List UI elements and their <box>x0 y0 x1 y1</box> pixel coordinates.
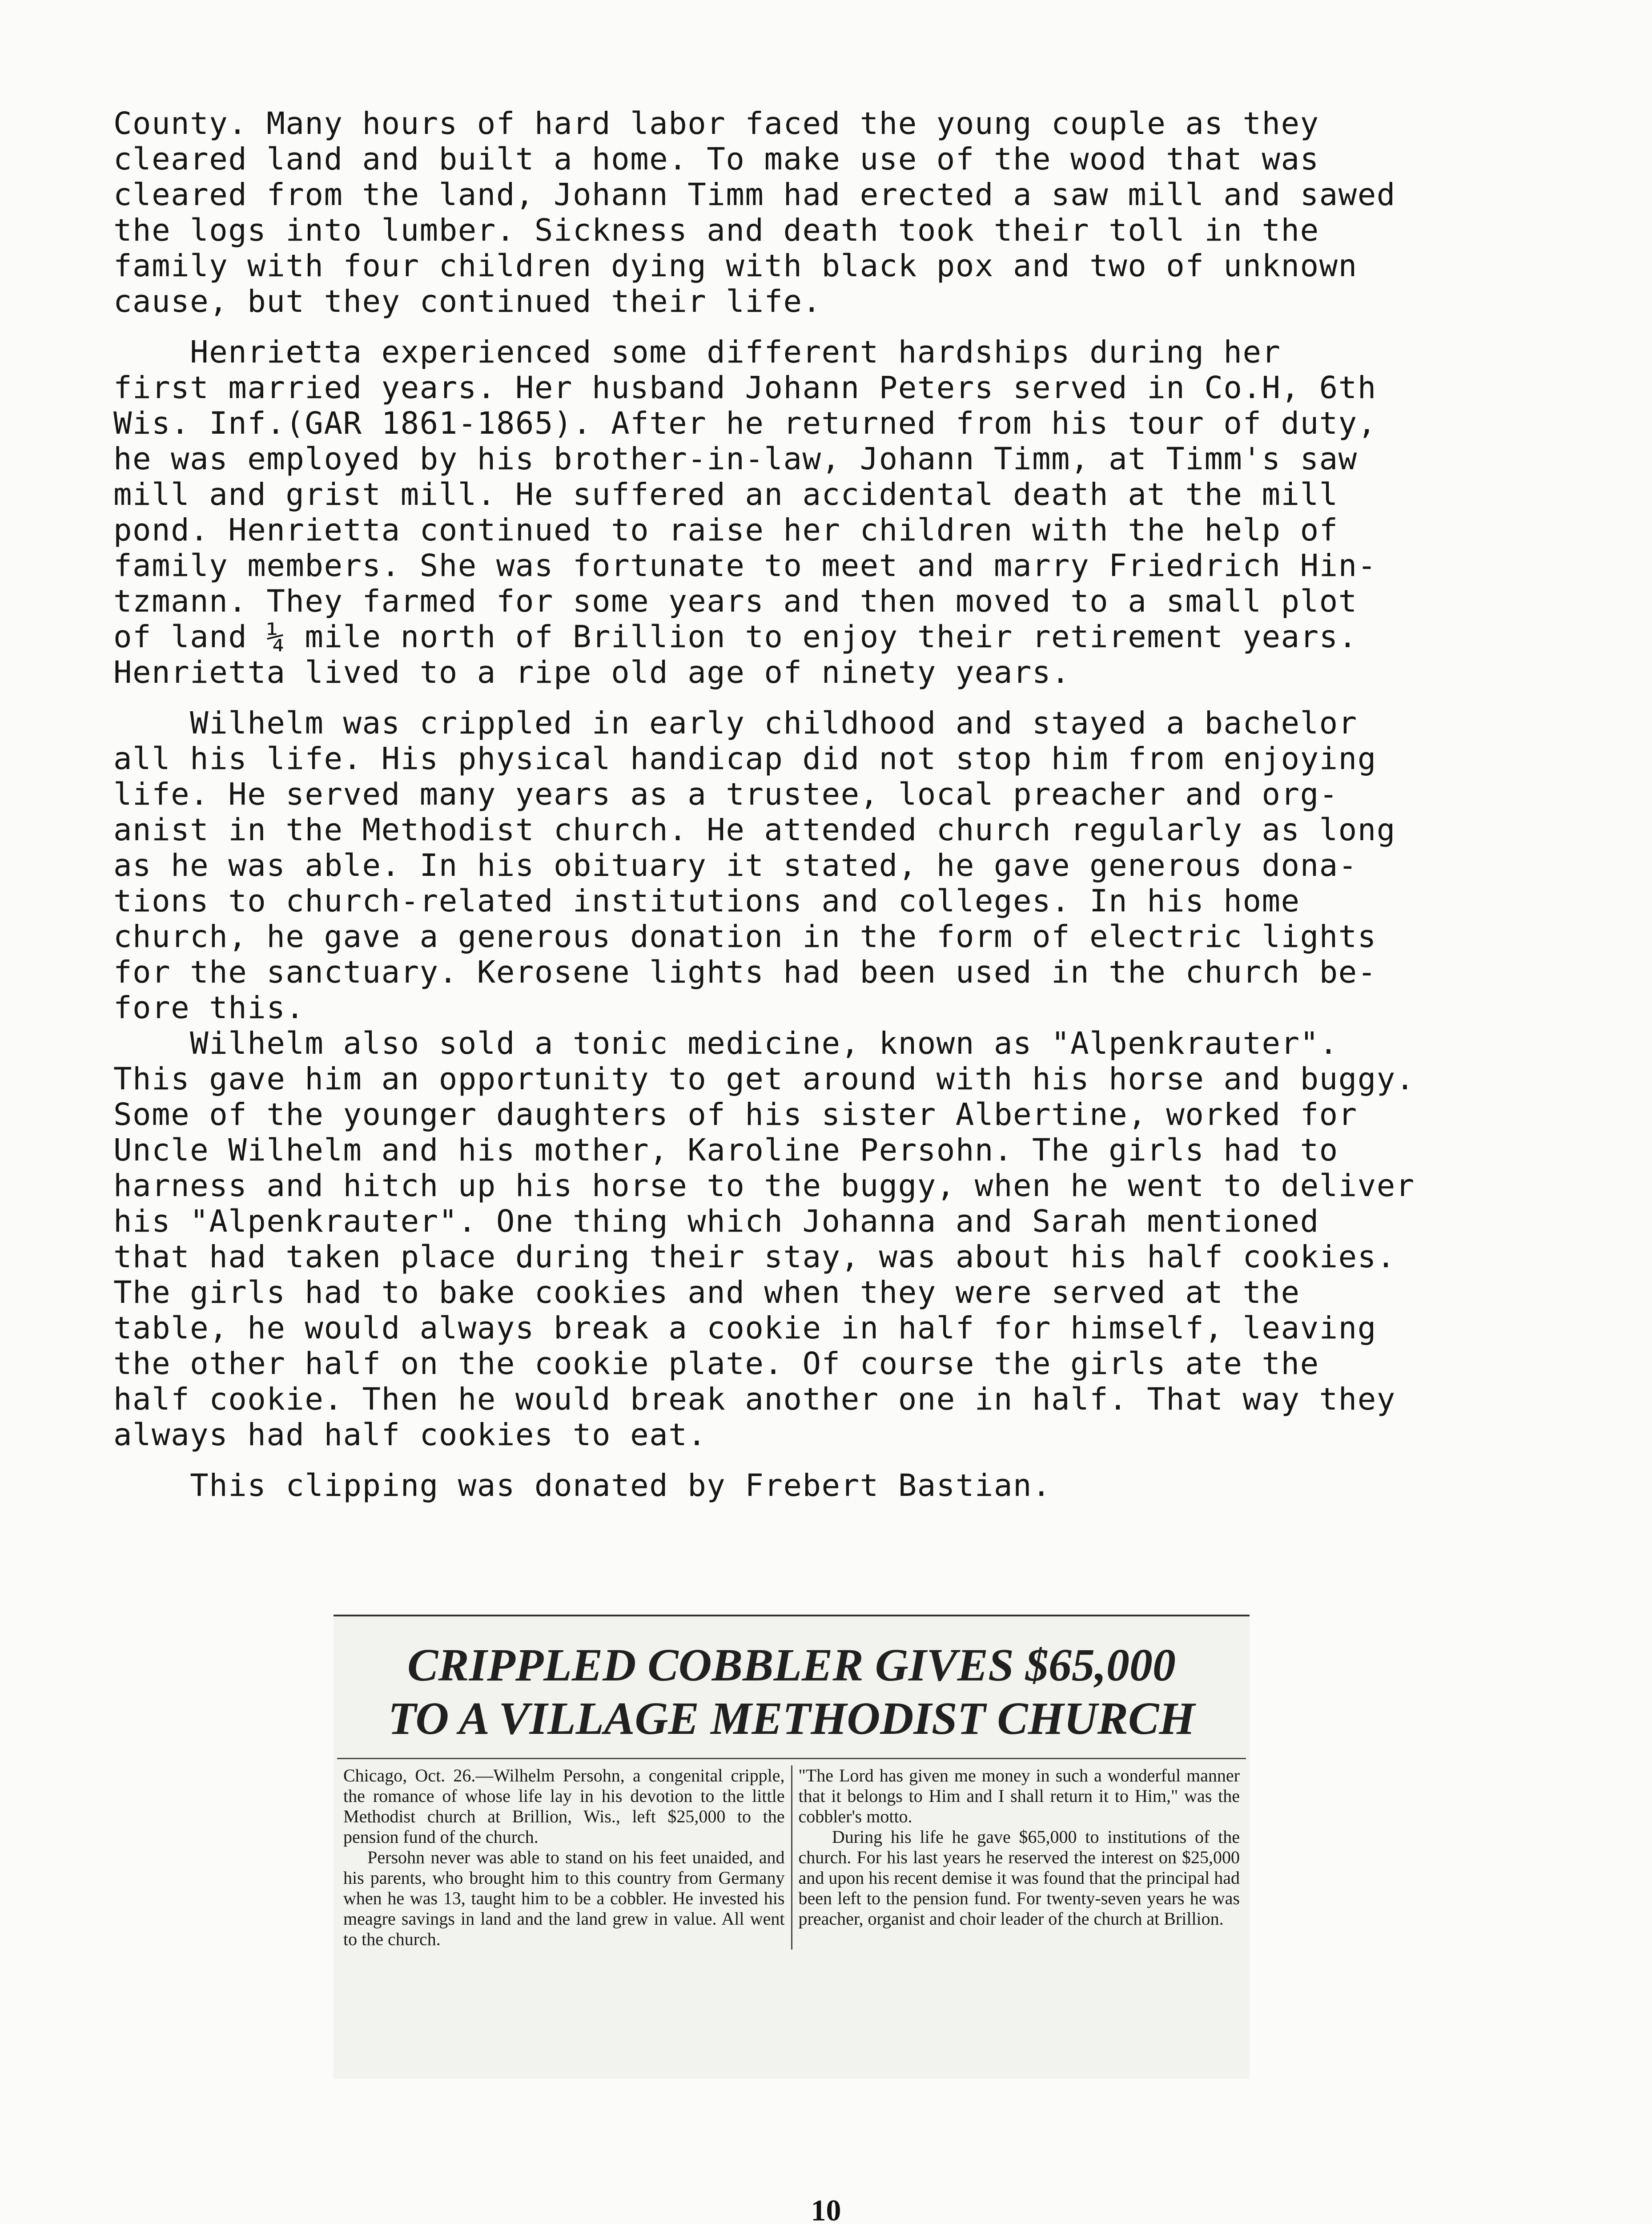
clipping-column-1: Chicago, Oct. 26.—Wilhelm Persohn, a congenital cripple, the romance of whose life lay in his devotion to the little Methodist church at Brillion, Wis., left $25,000 to the pension fund of the church. Persohn never was able to stand on his feet unaided, and his parents, who brought him to this country from Germany when he was 13, taught him to be a cobbler. He invested his meagre savings in land and the land grew in value. All went to the church. <box>343 1765 785 1949</box>
paragraph-2: Henrietta experienced some different hardships during her first married years. Her husband Johann Peters served in Co.H, 6th Wis. Inf.(GAR 1861-1865). After he returned from his tour of duty, he was employed by his brother-in-law, Johann Timm, at Timm's saw mill and grist mill. He suffered an accidental death at the mill pond. Henrietta continued to raise her children with the help of family members. She was fortunate to meet and marry Friedrich Hin- tzmann. They farmed for some years and then moved to a small plot of land ¼ mile north of Brillion to enjoy their retirement years. Henrietta lived to a ripe old age of ninety years. <box>113 334 1377 690</box>
newspaper-clipping <box>334 1615 1250 2079</box>
clipping-columns <box>337 1758 1246 1950</box>
page-number: 10 <box>811 2193 841 2224</box>
paragraph-1: County. Many hours of hard labor faced the young couple as they cleared land and built a home. To make use of the wood that was cleared from the land, Johann Timm had erected a saw mill and sawed the logs into lumber. Sickness and death took their toll in the family with four children dying with black pox and two of unknown cause, but they continued their life. <box>113 106 1396 319</box>
paragraph-4: Wilhelm also sold a tonic medicine, known as "Alpenkrauter". This gave him an opportunity to get around with his horse and buggy. Some of the younger daughters of his sister Albertine, worked for Uncle Wilhelm and his mother, Karoline Persohn. The girls had to harness and hitch up his horse to the buggy, when he went to deliver his "Alpenkrauter". One thing which Johanna and Sarah mentioned that had taken place during their stay, was about his half cookies. The girls had to bake cookies and when they were served at the table, he would always break a cookie in half for himself, leaving the other half on the cookie plate. Of course the girls ate the half cookie. Then he would break another one in half. That way they always had half cookies to eat. <box>113 1026 1415 1453</box>
clipping-headline-line2: TO A VILLAGE METHODIST CHURCH <box>388 1693 1195 1744</box>
clipping-headline-line1: CRIPPLED COBBLER GIVES $65,000 <box>407 1640 1176 1691</box>
paragraph-3: Wilhelm was crippled in early childhood and stayed a bachelor all his life. His physical handicap did not stop him from enjoying life. He served many years as a trustee, local preacher and org- anist in the Methodist church. He attended church regularly as long as he was able. In his obituary it stated, he gave generous dona- tions to church-related institutions and colleges. In his home church, he gave a generous donation in the form of electric lights for the sanctuary. Kerosene lights had been used in the church be- fore this. <box>113 705 1396 1026</box>
paragraph-5: This clipping was donated by Frebert Bastian. <box>113 1468 1052 1503</box>
typed-text-body <box>113 106 1590 1519</box>
clipping-column-2: "The Lord has given me money in such a wonderful manner that it belongs to Him and I shall return it to Him," was the cobbler's motto. During his life he gave $65,000 to institutions of the church. For his last years he reserved the interest on $25,000 and upon his recent demise it was found that the principal had been left to the pension fund. For twenty-seven years he was preacher, organist and choir leader of the church at Brillion. <box>791 1765 1246 1950</box>
